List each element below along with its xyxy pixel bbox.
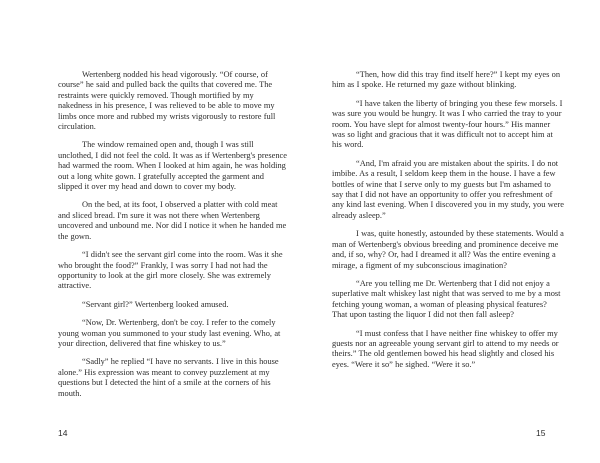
paragraph: Wertenberg nodded his head vigorously. “Of course, of course” he said and pulled back the quilts that covered me. The restraints were quickly removed. Though mortified by my nakedness in his presence, I was relieved to be able to move my limbs once more and rubbed my wrists vigorously to restore full circulation. <box>58 70 276 132</box>
left-page <box>58 70 290 407</box>
paragraph: “Servant girl?” Wertenberg looked amused. <box>82 299 229 309</box>
paragraph: I was, quite honestly, astounded by these statements. Would a man of Wertenberg's obvious breeding and prominence deceive me and, if so, why? Or, had I dreamed it all? Was the entire evening a mirage, a figment of my subconscious imagination? <box>332 229 564 270</box>
paragraph: “And, I'm afraid you are mistaken about the spirits. I do not imbibe. As a result, I seldom keep them in the house. I have a few bottles of wine that I serve only to my guests but I'm ashamed to say that I did not have an opportunity to offer you refreshment of any kind last evening. When I discovered you in my study, you were already asleep.” <box>332 158 564 220</box>
right-page <box>332 70 564 378</box>
paragraph: “Then, how did this tray find itself here?” I kept my eyes on him as I spoke. He returned my gaze without blinking. <box>332 70 561 90</box>
paragraph: “I have taken the liberty of bringing you these few morsels. I was sure you would be hungry. It was I who carried the tray to your room. You have slept for almost twenty-four hours.” His manner was so light and gracious that it was difficult not to accept him at his word. <box>332 98 563 150</box>
paragraph: “I must confess that I have neither fine whiskey to offer my guests nor an agreeable young servant girl to attend to my needs or theirs.” The old gentlemen bowed his head slightly and closed his eyes. “Were it so” he sighed. “Were it so.” <box>332 328 559 369</box>
paragraph: “Sadly” he replied “I have no servants. I live in this house alone.” His expression was meant to convey puzzlement at my questions but I detected the hint of a smile at the corners of his mouth. <box>58 357 279 398</box>
paragraph: On the bed, at its foot, I observed a platter with cold meat and sliced bread. I'm sure it was not there when Wertenberg uncovered and unbound me. Nor did I notice it when he handed me the gown. <box>58 200 287 241</box>
page-number-left: 14 <box>58 428 68 438</box>
paragraph: “I didn't see the servant girl come into the room. Was it she who brought the food?” Frankly, I was sorry I had not had the opportunity to look at the girl more closely. She was extremely attractive. <box>58 250 283 291</box>
page-number-right: 15 <box>536 428 546 438</box>
paragraph: “Are you telling me Dr. Wertenberg that I did not enjoy a superlative malt whiskey last night that was served to me by a most fetching young woman, a woman of pleasing physical features? That upon tasting the liquor I did not then fall asleep? <box>332 278 561 320</box>
paragraph: The window remained open and, though I was still unclothed, I did not feel the cold. It was as if Wertenberg's presence had warmed the room. When I looked at him again, he was holding out a long white gown. I gratefully accepted the garment and slipped it over my head and down to cover my body. <box>58 140 287 192</box>
paragraph: “Now, Dr. Wertenberg, don't be coy. I refer to the comely young woman you summoned to your study last evening. Who, at your direction, delivered that fine whiskey to us.” <box>58 318 281 348</box>
